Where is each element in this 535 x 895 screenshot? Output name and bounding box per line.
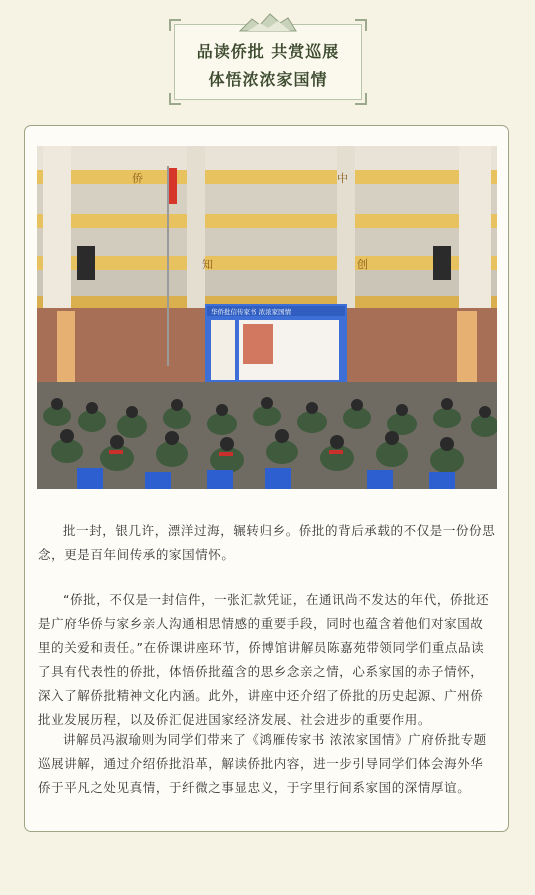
building-sign: 侨: [132, 172, 143, 185]
article-paragraph: 批一封，银几许，漂洋过海，辗转归乡。侨批的背后承载的不仅是一份份思念，更是百年间传承的家国情怀。: [38, 523, 496, 562]
screen-banner: 华侨批信传家书 浓浓家国情: [211, 308, 292, 316]
page-title-line-1: 品读侨批 共赏巡展: [196, 42, 340, 61]
article-paragraph: 讲解员冯淑瑜则为同学们带来了《鸿雁传家书 浓浓家国情》广府侨批专题巡展讲解，通过介绍侨批沿革，解读侨批内容，进一步引导同学们体会海外华侨于平凡之处见真情，于纤微之事显忠义，于字里行间系家国的深情厚谊。: [38, 732, 487, 795]
mountain-ornament-icon: [238, 11, 298, 33]
article-paragraph: “侨批，不仅是一封信件，一张汇款凭证，在通讯尚不发达的年代，侨批还是广府华侨与家乡亲人沟通相思情感的重要手段，同时也蕴含着他们对家国故里的关爱和责任。”在侨课讲座环节，侨博馆讲解员陈嘉苑带领同学们重点品读了具有代表性的侨批，体悟侨批蕴含的思乡念亲之情，心系家国的赤子情怀，深入了解侨批精神文化内涵。此外，讲座中还介绍了侨批的历史起源、广州侨批业发展历程，以及侨汇促进国家经济发展、社会进步的重要作用。: [38, 592, 490, 727]
corner-ornament: [169, 19, 181, 31]
building-sign: 中: [337, 172, 348, 185]
corner-ornament: [355, 19, 367, 31]
page-title-line-2: 体悟浓浓家国情: [208, 70, 328, 89]
article-card: [24, 125, 509, 832]
corner-ornament: [355, 93, 367, 105]
event-photo: [37, 146, 497, 489]
title-panel: [174, 24, 362, 100]
building-sign: 知: [202, 258, 213, 271]
building-sign: 创: [357, 258, 368, 271]
corner-ornament: [169, 93, 181, 105]
